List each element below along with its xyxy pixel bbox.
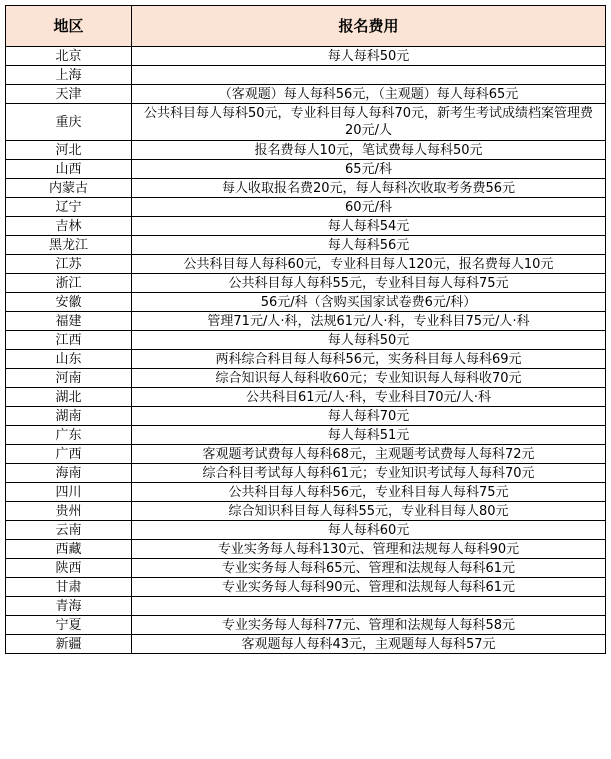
table-row [6,255,606,274]
header-region: 地区 [6,6,132,47]
region-cell: 天津 [6,85,132,104]
fee-cell: 每人收取报名费20元，每人每科次收取考务费56元 [132,179,606,198]
region-cell: 四川 [6,483,132,502]
region-cell: 安徽 [6,293,132,312]
region-cell: 贵州 [6,502,132,521]
region-cell: 江西 [6,331,132,350]
table-row [6,521,606,540]
table-row [6,369,606,388]
region-cell: 江苏 [6,255,132,274]
table-row [6,217,606,236]
table-row [6,578,606,597]
table-row [6,597,606,616]
fee-cell: 公共科目每人每科50元，专业科目每人每科70元，新考生考试成绩档案管理费20元/人 [132,104,606,141]
table-row [6,141,606,160]
fee-cell: 专业实务每人每科77元、管理和法规每人每科58元 [132,616,606,635]
region-cell: 广西 [6,445,132,464]
table-row [6,635,606,654]
table-row [6,445,606,464]
table-row [6,293,606,312]
fee-cell: 专业实务每人每科90元、管理和法规每人每科61元 [132,578,606,597]
region-cell: 海南 [6,464,132,483]
region-cell: 山东 [6,350,132,369]
table-row [6,350,606,369]
region-cell: 重庆 [6,104,132,141]
table-row [6,331,606,350]
fee-cell: 综合知识每人每科收60元；专业知识每人每科收70元 [132,369,606,388]
table-row [6,483,606,502]
region-cell: 福建 [6,312,132,331]
table-row [6,616,606,635]
region-cell: 河南 [6,369,132,388]
fee-cell: 管理71元/人·科，法规61元/人·科，专业科目75元/人·科 [132,312,606,331]
region-cell: 云南 [6,521,132,540]
region-cell: 宁夏 [6,616,132,635]
region-cell: 陕西 [6,559,132,578]
table-row [6,236,606,255]
table-row [6,407,606,426]
table-row [6,47,606,66]
region-cell: 湖北 [6,388,132,407]
fee-cell: 65元/科 [132,160,606,179]
fee-cell: 综合科目考试每人每科61元；专业知识考试每人每科70元 [132,464,606,483]
fee-cell: 56元/科（含购买国家试卷费6元/科） [132,293,606,312]
table-row [6,85,606,104]
table-row [6,540,606,559]
fee-cell: 每人每科60元 [132,521,606,540]
header-fee: 报名费用 [132,6,606,47]
table-row [6,274,606,293]
fee-cell: 每人每科51元 [132,426,606,445]
fee-cell: 每人每科50元 [132,331,606,350]
fee-cell: 每人每科70元 [132,407,606,426]
fee-cell: 公共科目61元/人·科，专业科目70元/人·科 [132,388,606,407]
fee-cell: 每人每科56元 [132,236,606,255]
region-cell: 内蒙古 [6,179,132,198]
region-cell: 湖南 [6,407,132,426]
fee-cell: 公共科目每人每科56元，专业科目每人每科75元 [132,483,606,502]
fee-cell: 公共科目每人每科60元，专业科目每人120元，报名费每人10元 [132,255,606,274]
region-cell: 北京 [6,47,132,66]
fee-cell: （客观题）每人每科56元，（主观题）每人每科65元 [132,85,606,104]
region-cell: 辽宁 [6,198,132,217]
table-row [6,464,606,483]
fee-table [5,5,606,654]
fee-cell: 两科综合科目每人每科56元，实务科目每人每科69元 [132,350,606,369]
fee-cell: 60元/科 [132,198,606,217]
header-row [6,6,606,47]
region-cell: 吉林 [6,217,132,236]
table-row [6,160,606,179]
table-row [6,426,606,445]
region-cell: 浙江 [6,274,132,293]
table-row [6,559,606,578]
fee-cell: 专业实务每人每科65元、管理和法规每人每科61元 [132,559,606,578]
region-cell: 广东 [6,426,132,445]
region-cell: 新疆 [6,635,132,654]
table-row [6,388,606,407]
region-cell: 甘肃 [6,578,132,597]
table-body [6,47,606,654]
fee-cell: 报名费每人10元，笔试费每人每科50元 [132,141,606,160]
fee-cell: 客观题每人每科43元，主观题每人每科57元 [132,635,606,654]
region-cell: 上海 [6,66,132,85]
table-row [6,198,606,217]
table-row [6,179,606,198]
region-cell: 黑龙江 [6,236,132,255]
fee-cell: 专业实务每人每科130元、管理和法规每人每科90元 [132,540,606,559]
region-cell: 山西 [6,160,132,179]
table-row [6,312,606,331]
fee-cell: 公共科目每人每科55元，专业科目每人每科75元 [132,274,606,293]
fee-cell: 每人每科54元 [132,217,606,236]
table-row [6,66,606,85]
fee-cell [132,66,606,85]
table-row [6,104,606,141]
fee-cell: 客观题考试费每人每科68元，主观题考试费每人每科72元 [132,445,606,464]
region-cell: 西藏 [6,540,132,559]
region-cell: 河北 [6,141,132,160]
fee-cell: 每人每科50元 [132,47,606,66]
table-row [6,502,606,521]
fee-cell [132,597,606,616]
fee-cell: 综合知识科目每人每科55元，专业科目每人80元 [132,502,606,521]
region-cell: 青海 [6,597,132,616]
